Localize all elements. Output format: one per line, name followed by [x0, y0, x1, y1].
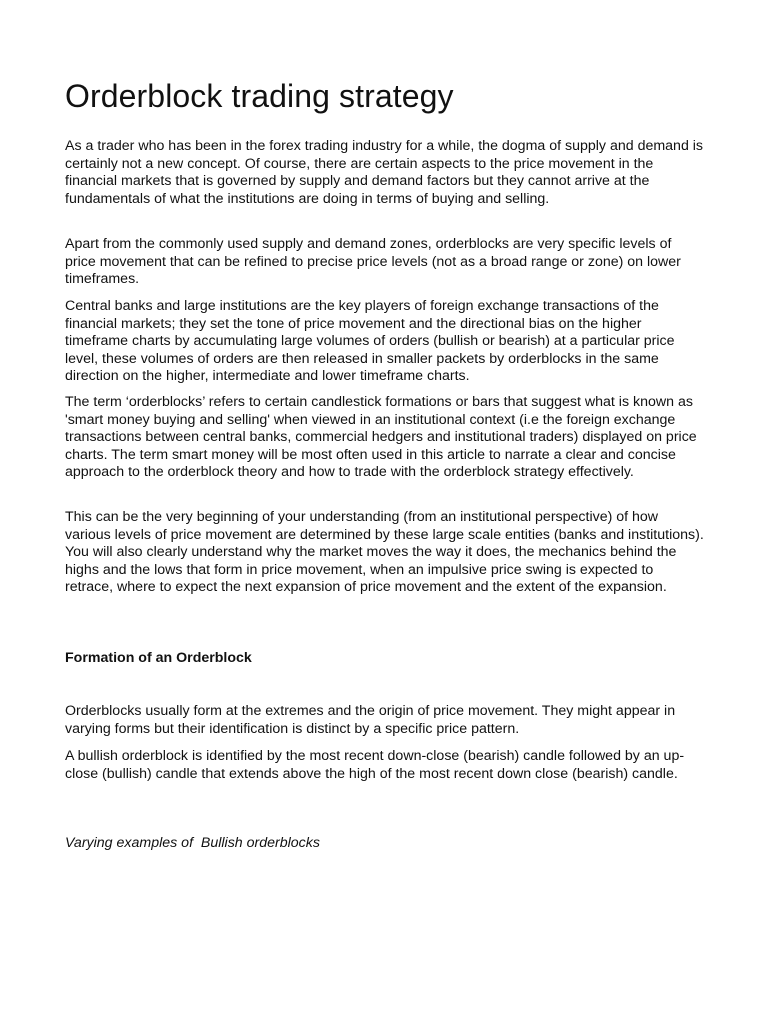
paragraph-central-banks: Central banks and large institutions are the key players of foreign exchange transactions of the financial markets; they set the tone of price movement and the directional bias on the higher timeframe charts by accumulating large volumes of orders (bullish or bearish) at a particular price level, these volumes of orders are then released in smaller packets by orderblocks in the same direction on the higher, intermediate and lower timeframe charts.: [65, 298, 675, 385]
figure-caption-bullish-examples: Varying examples of Bullish orderblocks: [65, 835, 320, 851]
paragraph-orderblock-forms: Orderblocks usually form at the extremes and the origin of price movement. They might appear in varying forms but their identification is distinct by a specific price pattern.: [65, 703, 676, 737]
paragraph-orderblocks-term: The term ‘orderblocks’ refers to certain candlestick formations or bars that suggest what is known as 'smart money buying and selling' when viewed in an institutional context (i.e the foreign exchange transactions between central banks, commercial hedgers and institutional traders) displayed on price charts. The term smart money will be most often used in this article to narrate a clear and concise approach to the orderblock theory and how to trade with the orderblock strategy effectively.: [65, 394, 697, 481]
section-heading-formation: Formation of an Orderblock: [65, 650, 252, 666]
paragraph-orderblock-definition: Apart from the commonly used supply and demand zones, orderblocks are very specific levels of price movement that can be refined to precise price levels (not as a broad range or zone) on lower timeframes.: [65, 236, 681, 288]
paragraph-supply-demand-intro: As a trader who has been in the forex trading industry for a while, the dogma of supply and demand is certainly not a new concept. Of course, there are certain aspects to the price movement in the financial markets that is governed by supply and demand factors but they cannot arrive at the fundamentals of what the institutions are doing in terms of buying and selling.: [65, 138, 704, 207]
document-title: Orderblock trading strategy: [65, 78, 454, 114]
paragraph-bullish-orderblock: A bullish orderblock is identified by the most recent down-close (bearish) candle followed by an up-close (bullish) candle that extends above the high of the most recent down close (bearish) candle.: [65, 748, 685, 782]
paragraph-institutional-perspective: This can be the very beginning of your understanding (from an institutional perspective) of how various levels of price movement are determined by these large scale entities (banks and institutions). You will also clearly understand why the market moves the way it does, the mechanics behind the highs and the lows that form in price movement, when an impulsive price swing is expected to retrace, where to expect the next expansion of price movement and the extent of the expansion.: [65, 509, 704, 596]
